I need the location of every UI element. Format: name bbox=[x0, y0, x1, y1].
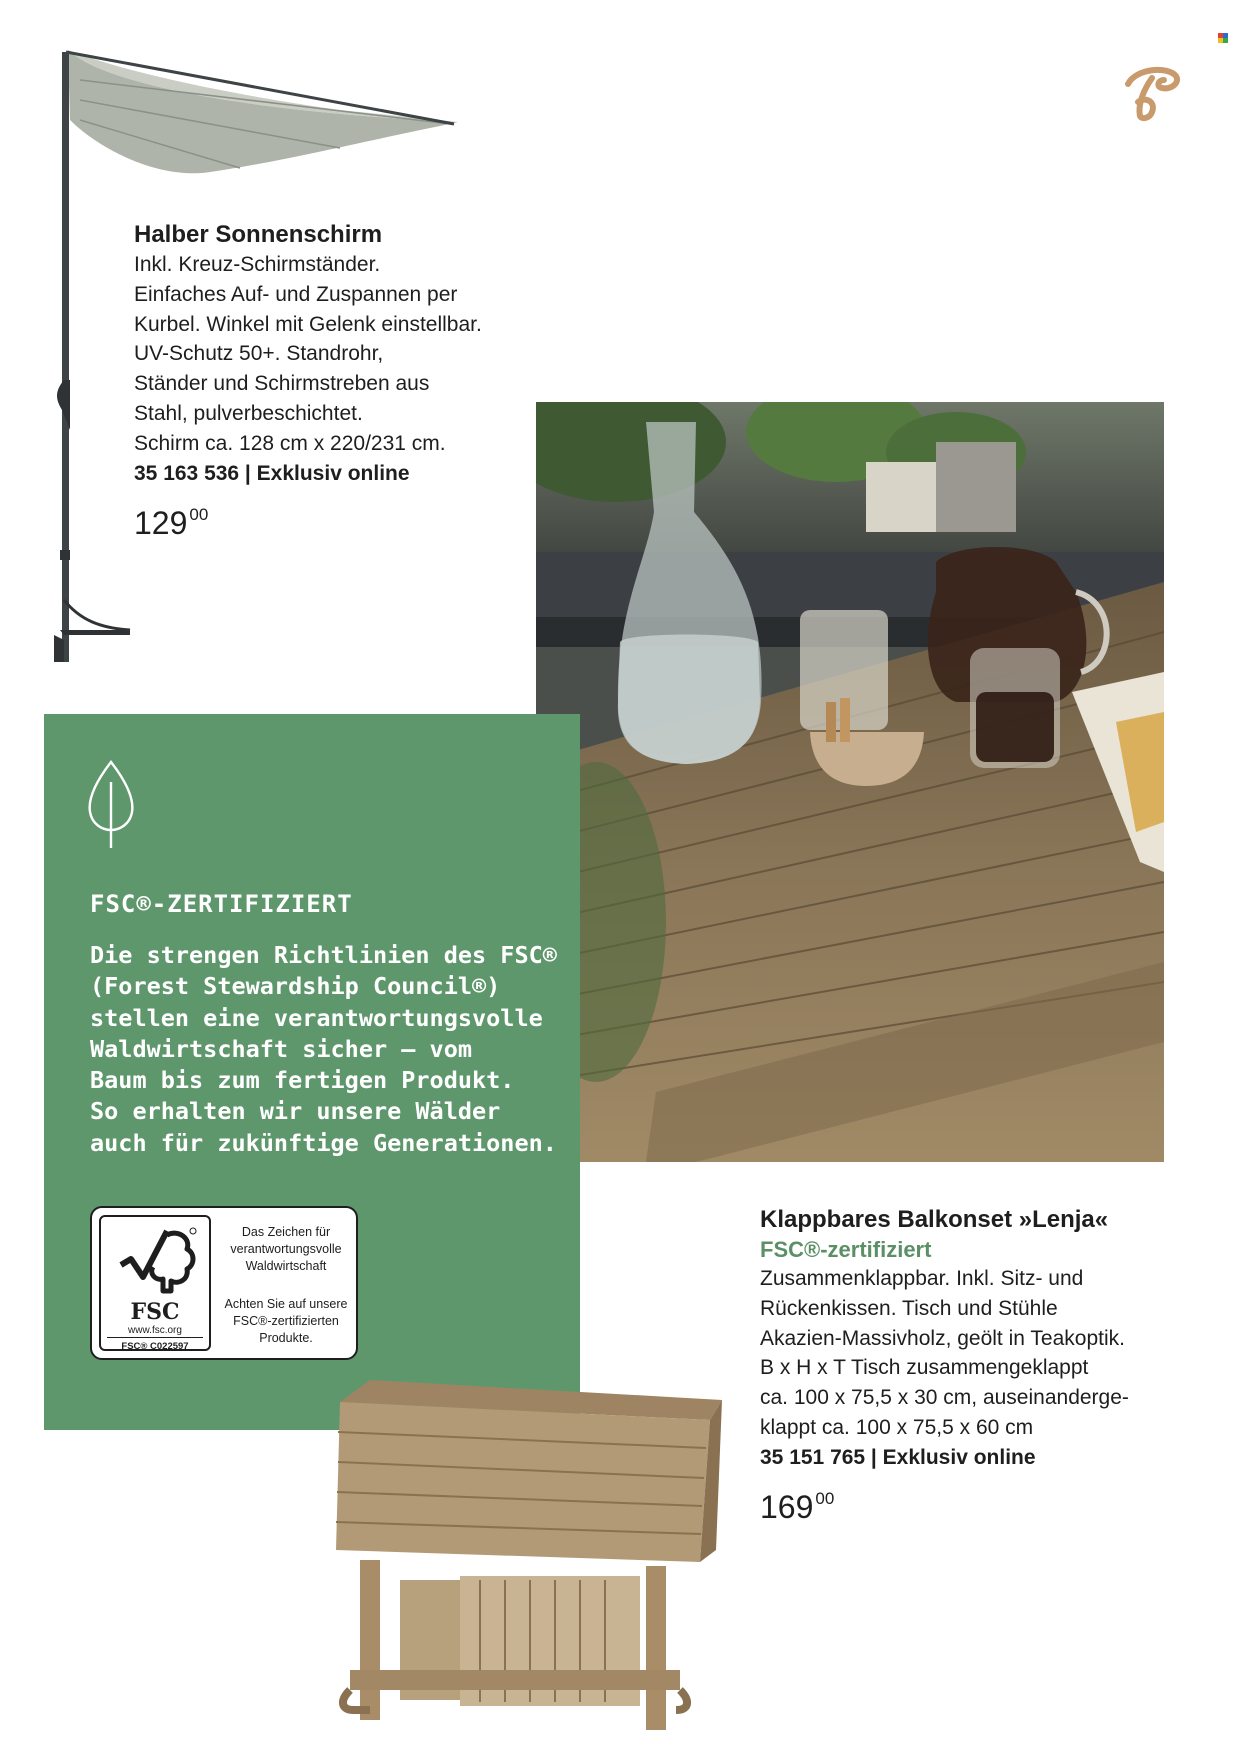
fsc-panel-title: FSC®-ZERTIFIZIERT bbox=[90, 890, 353, 918]
product-desc-line: ca. 100 x 75,5 x 30 cm, auseinanderge- bbox=[760, 1386, 1129, 1410]
fsc-body-line: Waldwirtschaft sicher – vom bbox=[90, 1034, 473, 1063]
fsc-logo-text: FSC bbox=[130, 1299, 180, 1325]
product-desc-line: Einfaches Auf- und Zuspannen per bbox=[134, 282, 458, 306]
fsc-body-line: Die strengen Richtlinien des FSC® bbox=[90, 941, 557, 969]
fsc-label-text-top: Das Zeichen für verantwortungsvolle Waldwirtschaft bbox=[230, 1225, 342, 1273]
article-number: 35 163 536 | Exklusiv online bbox=[134, 461, 410, 485]
product-desc-line: UV-Schutz 50+. Standrohr, bbox=[134, 342, 384, 366]
product-desc-line: Inkl. Kreuz-Schirmständer. bbox=[134, 253, 381, 276]
product-title: Halber Sonnenschirm bbox=[134, 221, 383, 248]
product-balconyset-info bbox=[760, 1205, 1180, 1527]
fsc-divider bbox=[107, 1337, 203, 1338]
product-desc-line: Ständer und Schirmstreben aus bbox=[134, 372, 430, 396]
fsc-body-line: So erhalten wir unsere Wälder bbox=[90, 1097, 501, 1126]
product-parasol-info bbox=[134, 220, 514, 543]
fsc-body-line: auch für zukünftige Generationen. bbox=[90, 1128, 557, 1157]
fsc-logo bbox=[99, 1215, 211, 1351]
product-desc-line: B x H x T Tisch zusammengeklappt bbox=[760, 1356, 1089, 1380]
article-number: 35 151 765 | Exklusiv online bbox=[760, 1445, 1036, 1469]
fsc-license-code: FSC® C022597 bbox=[121, 1341, 189, 1352]
folded-balcony-set-image bbox=[330, 1380, 730, 1740]
product-price bbox=[760, 1479, 1180, 1527]
price-cents: 00 bbox=[189, 504, 209, 524]
price-main: 129 bbox=[134, 504, 188, 541]
product-desc-line: Kurbel. Winkel mit Gelenk einstellbar. bbox=[134, 312, 482, 336]
product-title: Klappbares Balkonset »Lenja« bbox=[760, 1206, 1109, 1233]
price-main: 169 bbox=[760, 1488, 814, 1525]
fsc-label-text-bottom: Achten Sie auf unsere FSC®-zertifizierten Produkte. bbox=[224, 1297, 348, 1345]
brand-logo bbox=[1122, 62, 1182, 122]
product-desc-line: Zusammenklappbar. Inkl. Sitz- und bbox=[760, 1267, 1084, 1290]
fsc-body-line: Baum bis zum fertigen Produkt. bbox=[90, 1066, 515, 1095]
fsc-body-line: (Forest Stewardship Council®) bbox=[90, 972, 501, 1001]
fsc-body-line: stellen eine verantwortungsvolle bbox=[90, 1003, 543, 1032]
fsc-label-box bbox=[90, 1206, 358, 1360]
corner-color-dot bbox=[1218, 33, 1228, 43]
fsc-panel-body bbox=[90, 940, 570, 1159]
product-desc-line: Akazien-Massivholz, geölt in Teakoptik. bbox=[760, 1326, 1125, 1350]
product-subtitle: FSC®-zertifiziert bbox=[760, 1237, 932, 1262]
product-desc-line: klappt ca. 100 x 75,5 x 60 cm bbox=[760, 1415, 1034, 1439]
price-cents: 00 bbox=[815, 1488, 835, 1508]
fsc-url: www.fsc.org bbox=[128, 1325, 182, 1336]
leaf-icon bbox=[86, 760, 136, 850]
balcony-table-photo bbox=[536, 402, 1164, 1162]
product-desc-line: Schirm ca. 128 cm x 220/231 cm. bbox=[134, 431, 446, 455]
product-desc-line: Stahl, pulverbeschichtet. bbox=[134, 401, 363, 425]
fsc-tree-checkmark-icon bbox=[117, 1225, 197, 1295]
product-desc-line: Rückenkissen. Tisch und Stühle bbox=[760, 1296, 1058, 1320]
product-price bbox=[134, 495, 514, 543]
